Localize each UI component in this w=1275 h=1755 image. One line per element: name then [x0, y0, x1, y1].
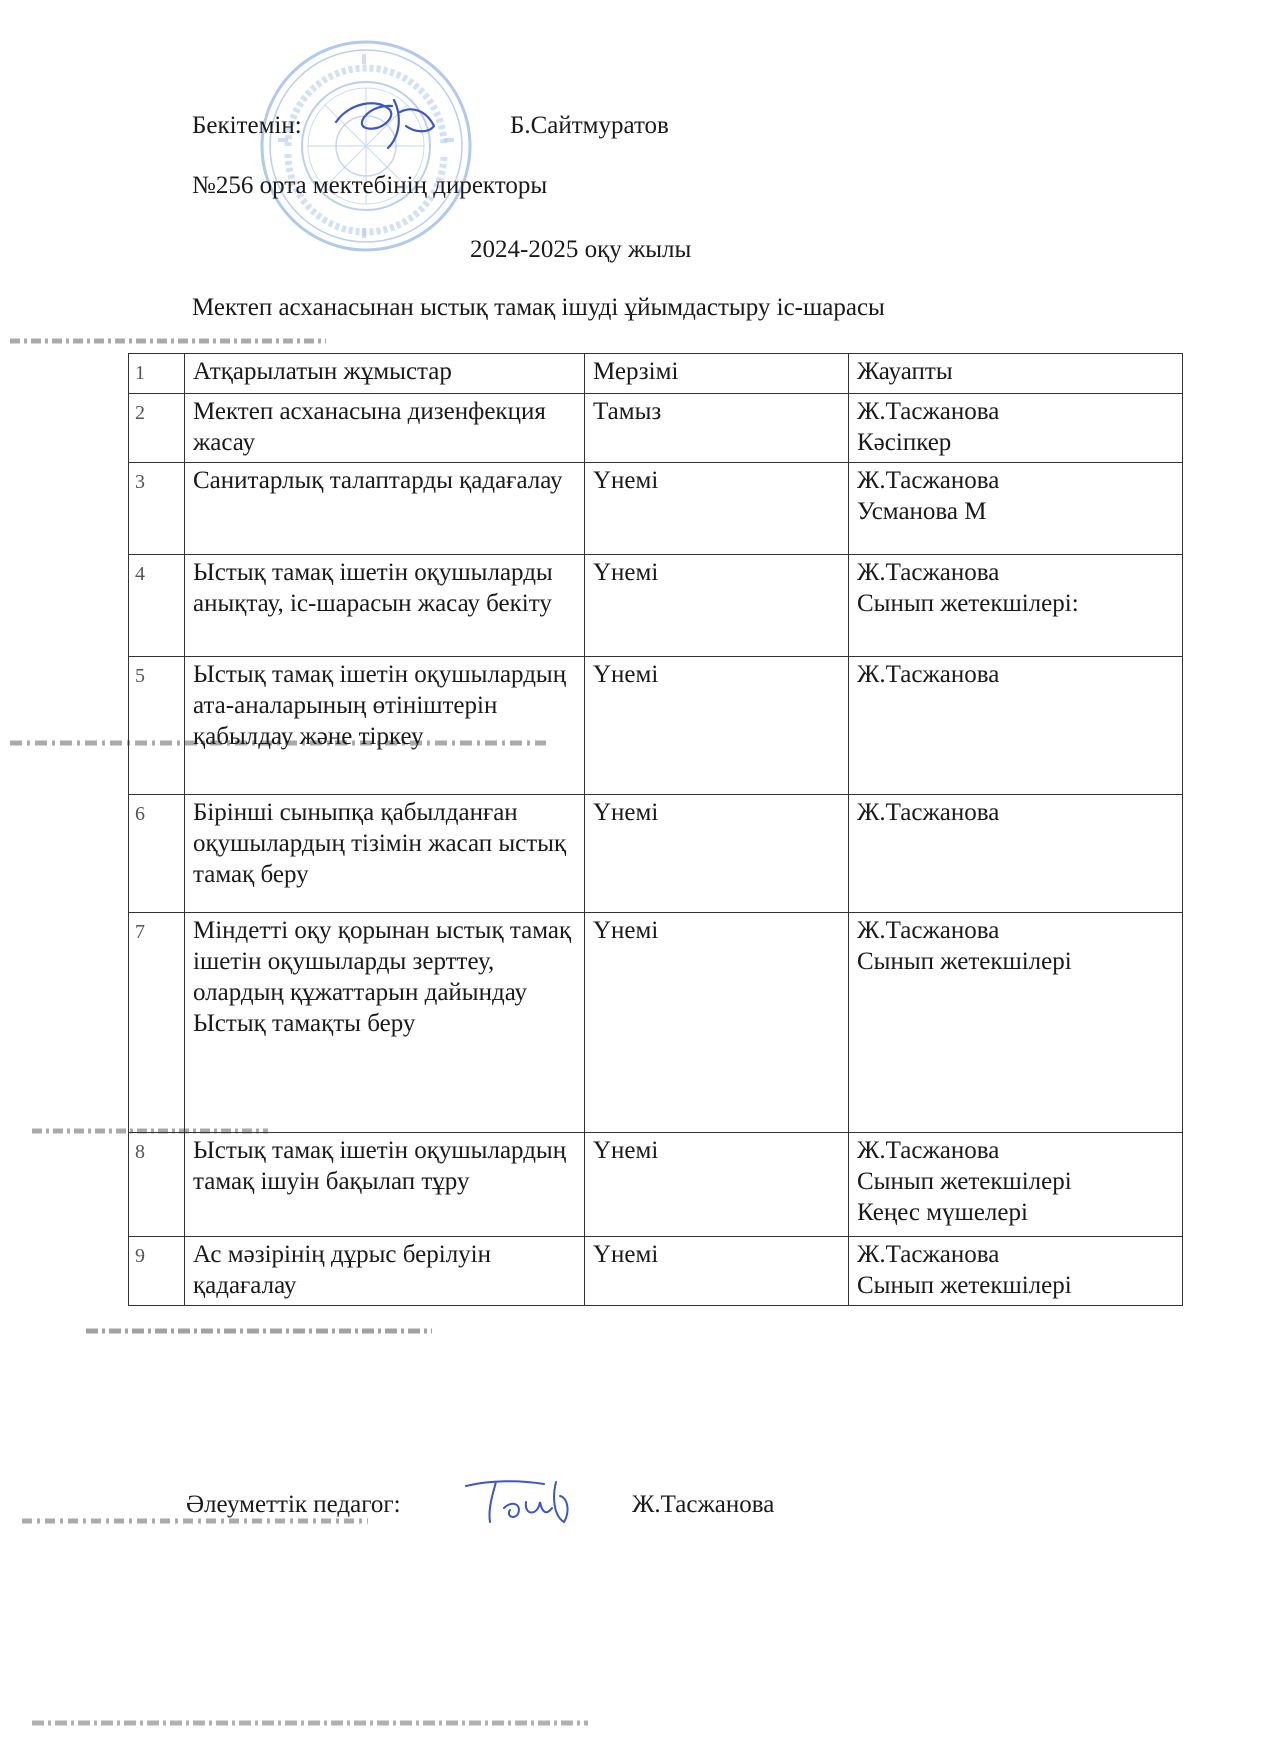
responsible-person: Ж.Тасжанова	[857, 1137, 1000, 1164]
table-row	[129, 657, 1183, 795]
scan-smudge-icon	[30, 1716, 590, 1730]
document-title: Мектеп асханасынан ыстық тамақ ішуді ұйымдастыру іс-шарасы	[192, 294, 885, 321]
row-number: 4	[129, 555, 185, 657]
responsible-person: Ж.Тасжанова	[857, 559, 1000, 586]
row-task: Санитарлық талаптарды қадағалау	[185, 463, 585, 555]
table-row	[129, 394, 1183, 463]
row-number: 7	[129, 913, 185, 1133]
row-responsible	[849, 1237, 1183, 1306]
row-term: Үнемі	[585, 913, 849, 1133]
responsible-person: Сынып жетекшілері	[857, 1272, 1072, 1299]
approve-label: Бекітемін:	[192, 112, 302, 139]
plan-table	[128, 353, 1183, 1306]
table-header-row	[129, 354, 1183, 394]
row-number: 8	[129, 1133, 185, 1237]
header-responsible: Жауапты	[849, 354, 1183, 394]
table-row	[129, 913, 1183, 1133]
responsible-person: Ж.Тасжанова	[857, 799, 1000, 826]
responsible-person: Ж.Тасжанова	[857, 467, 1000, 494]
row-term: Үнемі	[585, 657, 849, 795]
table-row	[129, 463, 1183, 555]
table-row	[129, 1237, 1183, 1306]
row-term: Үнемі	[585, 795, 849, 913]
pedagogue-label: Әлеуметтік педагог:	[186, 1491, 401, 1518]
row-term: Үнемі	[585, 1133, 849, 1237]
row-task: Мектеп асханасына дизенфекция жасау	[185, 394, 585, 463]
responsible-person: Кеңес мүшелері	[857, 1199, 1028, 1226]
row-responsible	[849, 463, 1183, 555]
pedagogue-name: Ж.Тасжанова	[632, 1491, 775, 1518]
row-number: 3	[129, 463, 185, 555]
header-term: Мерзімі	[585, 354, 849, 394]
row-term: Үнемі	[585, 463, 849, 555]
responsible-person: Кәсіпкер	[857, 429, 952, 456]
table-row	[129, 555, 1183, 657]
header-num: 1	[129, 354, 185, 394]
school-year: 2024-2025 оқу жылы	[470, 236, 692, 263]
row-responsible	[849, 913, 1183, 1133]
scan-smudge-icon	[84, 1324, 434, 1338]
row-responsible	[849, 1133, 1183, 1237]
row-responsible	[849, 555, 1183, 657]
header-task: Атқарылатын жұмыстар	[185, 354, 585, 394]
table-row	[129, 1133, 1183, 1237]
responsible-person: Ж.Тасжанова	[857, 917, 1000, 944]
row-responsible	[849, 657, 1183, 795]
responsible-person: Ж.Тасжанова	[857, 661, 1000, 688]
row-task: Ыстық тамақ ішетін оқушылардың тамақ ішуін бақылап тұру	[185, 1133, 585, 1237]
responsible-person: Сынып жетекшілері	[857, 1168, 1072, 1195]
row-term: Тамыз	[585, 394, 849, 463]
responsible-person: Ж.Тасжанова	[857, 1241, 1000, 1268]
director-name: Б.Сайтмуратов	[510, 112, 669, 139]
row-task: Ас мәзірінің дұрыс берілуін қадағалау	[185, 1237, 585, 1306]
responsible-person: Усманова М	[857, 498, 987, 525]
row-task: Бірінші сыныпқа қабылданған оқушылардың тізімін жасап ыстық тамақ беру	[185, 795, 585, 913]
row-responsible	[849, 795, 1183, 913]
scan-smudge-icon	[8, 334, 328, 348]
responsible-person: Сынып жетекшілері:	[857, 590, 1079, 617]
row-term: Үнемі	[585, 1237, 849, 1306]
responsible-person: Ж.Тасжанова	[857, 398, 1000, 425]
row-task: Ыстық тамақ ішетін оқушыларды анықтау, іс-шарасын жасау бекіту	[185, 555, 585, 657]
row-number: 5	[129, 657, 185, 795]
director-title: №256 орта мектебінің директоры	[192, 172, 548, 199]
director-signature-icon	[330, 92, 438, 154]
table-row	[129, 795, 1183, 913]
row-number: 9	[129, 1237, 185, 1306]
row-number: 6	[129, 795, 185, 913]
row-responsible	[849, 394, 1183, 463]
row-task: Ыстық тамақ ішетін оқушылардың ата-аналарының өтініштерін қабылдау және тіркеу	[185, 657, 585, 795]
pedagogue-signature-icon	[460, 1472, 580, 1532]
row-number: 2	[129, 394, 185, 463]
responsible-person: Сынып жетекшілері	[857, 948, 1072, 975]
row-task: Міндетті оқу қорынан ыстық тамақ ішетін оқушыларды зерттеу, олардың құжаттарын дайындау Ыстық тамақты беру	[185, 913, 585, 1133]
row-term: Үнемі	[585, 555, 849, 657]
